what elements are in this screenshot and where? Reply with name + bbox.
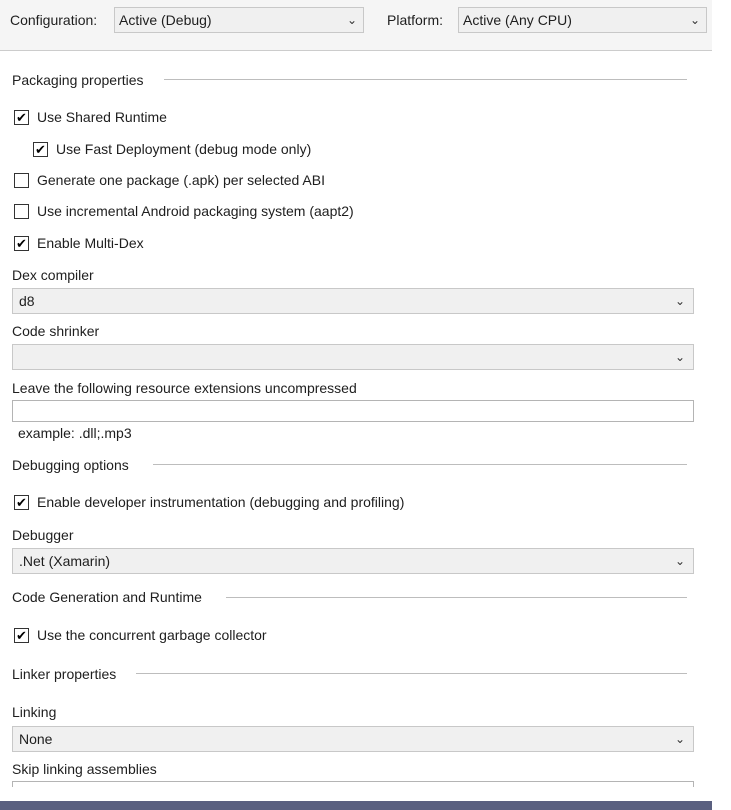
checkmark-icon: ✔ bbox=[16, 236, 27, 251]
one-package-per-abi-checkbox[interactable] bbox=[14, 173, 29, 188]
debugging-section-title: Debugging options bbox=[12, 457, 129, 473]
concurrent-gc-checkbox[interactable] bbox=[14, 628, 29, 643]
code-shrinker-dropdown[interactable] bbox=[12, 344, 694, 370]
skip-linking-input[interactable] bbox=[12, 781, 694, 787]
section-divider bbox=[226, 597, 687, 598]
checkmark-icon: ✔ bbox=[16, 495, 27, 510]
packaging-section-title: Packaging properties bbox=[12, 72, 144, 88]
aapt2-checkbox[interactable] bbox=[14, 204, 29, 219]
chevron-down-icon: ⌄ bbox=[689, 13, 700, 27]
chevron-down-icon: ⌄ bbox=[674, 554, 685, 568]
configuration-select[interactable] bbox=[114, 7, 364, 33]
linking-dropdown[interactable] bbox=[12, 726, 694, 752]
chevron-down-icon: ⌄ bbox=[346, 13, 357, 27]
platform-select-value: Active (Any CPU) bbox=[463, 12, 572, 28]
uncompressed-extensions-hint: example: .dll;.mp3 bbox=[18, 425, 132, 441]
dex-compiler-value: d8 bbox=[19, 293, 35, 309]
developer-instrumentation-checkbox[interactable] bbox=[14, 495, 29, 510]
aapt2-label: Use incremental Android packaging system (aapt2) bbox=[37, 203, 354, 219]
debugger-value: .Net (Xamarin) bbox=[19, 553, 111, 569]
multi-dex-checkbox[interactable] bbox=[14, 236, 29, 251]
checkmark-icon: ✔ bbox=[35, 142, 46, 157]
dex-compiler-dropdown[interactable] bbox=[12, 288, 694, 314]
configuration-label: Configuration: bbox=[10, 12, 98, 28]
platform-label: Platform: bbox=[387, 12, 444, 28]
multi-dex-label: Enable Multi-Dex bbox=[37, 235, 144, 251]
use-shared-runtime-label: Use Shared Runtime bbox=[37, 109, 167, 125]
status-bar bbox=[0, 801, 712, 810]
debugger-label: Debugger bbox=[12, 527, 74, 543]
concurrent-gc-label: Use the concurrent garbage collector bbox=[37, 627, 267, 643]
code-shrinker-label: Code shrinker bbox=[12, 323, 100, 339]
linking-value: None bbox=[19, 731, 53, 747]
skip-linking-label: Skip linking assemblies bbox=[12, 761, 157, 777]
chevron-down-icon: ⌄ bbox=[674, 350, 685, 364]
use-fast-deployment-checkbox[interactable] bbox=[33, 142, 48, 157]
uncompressed-extensions-input[interactable] bbox=[12, 400, 694, 422]
developer-instrumentation-label: Enable developer instrumentation (debugging and profiling) bbox=[37, 494, 405, 510]
chevron-down-icon: ⌄ bbox=[674, 294, 685, 308]
chevron-down-icon: ⌄ bbox=[674, 732, 685, 746]
section-divider bbox=[164, 79, 687, 80]
one-package-per-abi-label: Generate one package (.apk) per selected ABI bbox=[37, 172, 325, 188]
use-shared-runtime-checkbox[interactable] bbox=[14, 110, 29, 125]
uncompressed-extensions-label: Leave the following resource extensions uncompressed bbox=[12, 380, 357, 396]
section-divider bbox=[136, 673, 687, 674]
checkmark-icon: ✔ bbox=[16, 628, 27, 643]
configuration-select-value: Active (Debug) bbox=[119, 12, 212, 28]
section-divider bbox=[153, 464, 687, 465]
linker-section-title: Linker properties bbox=[12, 666, 117, 682]
linking-label: Linking bbox=[12, 704, 57, 720]
debugger-dropdown[interactable] bbox=[12, 548, 694, 574]
codegen-section-title: Code Generation and Runtime bbox=[12, 589, 202, 605]
dex-compiler-label: Dex compiler bbox=[12, 267, 94, 283]
checkmark-icon: ✔ bbox=[16, 110, 27, 125]
use-fast-deployment-label: Use Fast Deployment (debug mode only) bbox=[56, 141, 312, 157]
platform-select[interactable] bbox=[458, 7, 707, 33]
